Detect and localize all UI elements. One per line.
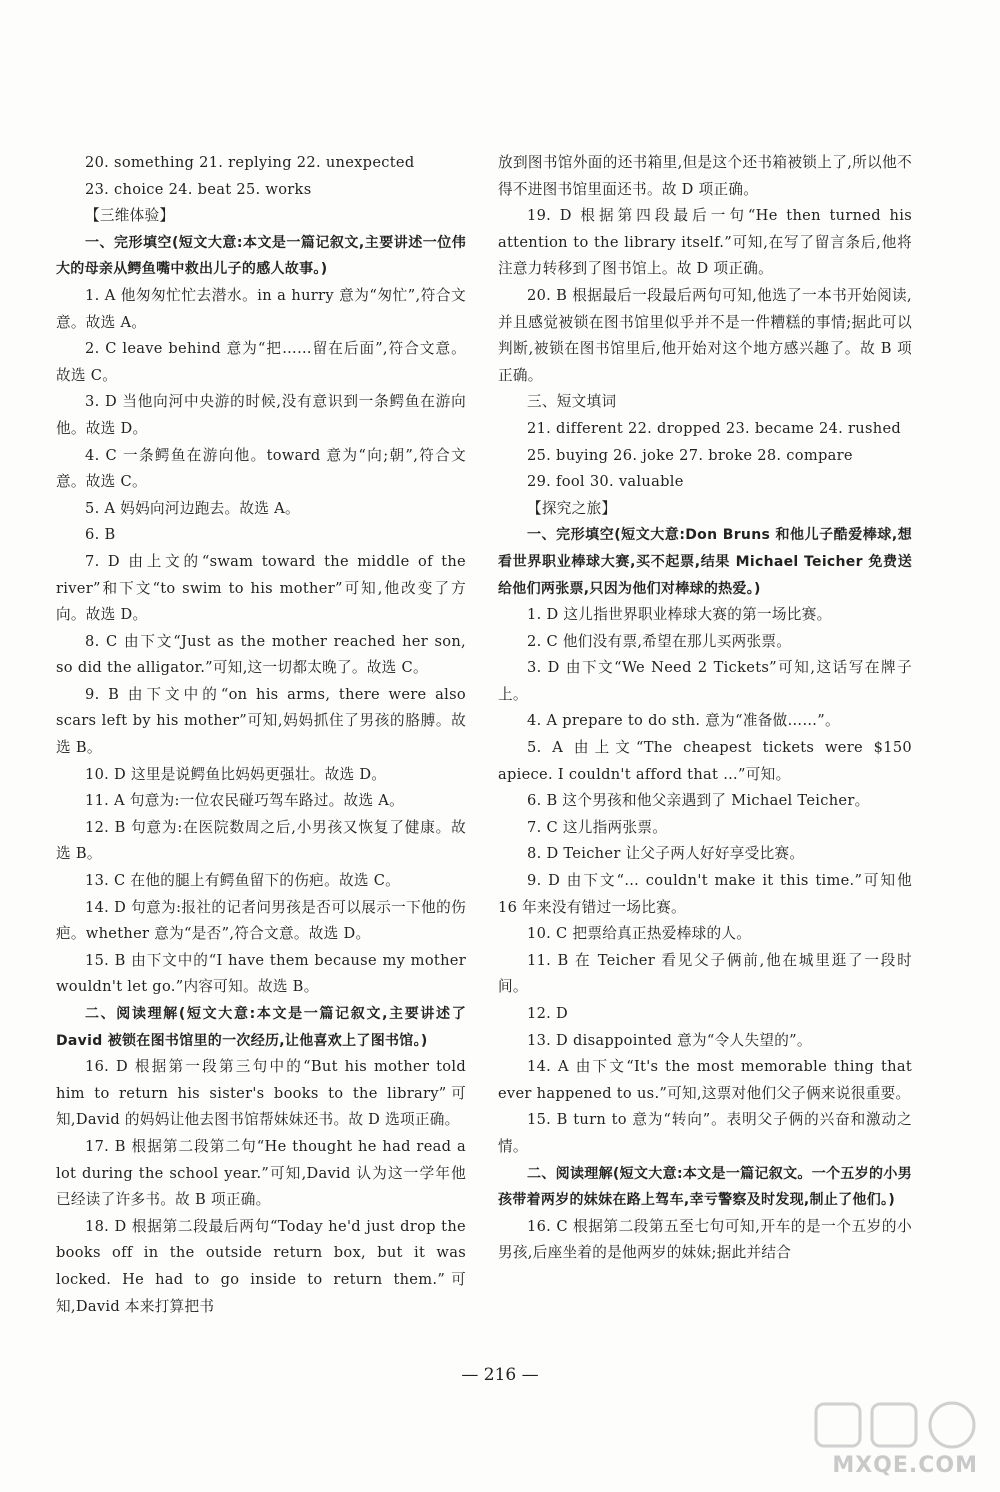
answer-paragraph: 三、短文填词 bbox=[527, 393, 617, 411]
page-number: — 216 — bbox=[461, 1365, 539, 1385]
answer-paragraph: 15. B turn to 意为“转向”。表明父子俩的兴奋和激动之情。 bbox=[498, 1111, 912, 1155]
answer-paragraph: 【三维体验】 bbox=[85, 207, 175, 225]
answer-paragraph: 放到图书馆外面的还书箱里,但是这个还书箱被锁上了,所以他不得不进图书馆里面还书。故 D 项正确。 bbox=[498, 154, 912, 198]
answer-paragraph: 1. D 这儿指世界职业棒球大赛的第一场比赛。 bbox=[527, 606, 832, 624]
answer-paragraph: 13. C 在他的腿上有鳄鱼留下的伤疤。故选 C。 bbox=[85, 872, 401, 890]
answer-paragraph: 13. D disappointed 意为“令人失望的”。 bbox=[527, 1031, 812, 1049]
answer-paragraph: 20. B 根据最后一段最后两句可知,他选了一本书开始阅读,并且感觉被锁在图书馆里似乎并不是一件糟糕的事情;据此可以判断,被锁在图书馆里后,他开始对这个地方感兴趣了。故 B 项正确。 bbox=[498, 286, 912, 384]
left-column bbox=[56, 150, 466, 1320]
answer-paragraph: 一、完形填空(短文大意:Don Bruns 和他儿子酷爱棒球,想看世界职业棒球大赛,买不起票,结果 Michael Teicher 免费送给他们两张票,只因为他们对棒球的热爱。) bbox=[498, 527, 912, 597]
answer-paragraph: 12. D bbox=[527, 1005, 569, 1022]
answer-paragraph: 6. B bbox=[85, 526, 116, 544]
right-column bbox=[498, 150, 912, 1267]
answer-paragraph: 25. buying 26. joke 27. broke 28. compare bbox=[527, 446, 853, 464]
answer-paragraph: 21. different 22. dropped 23. became 24. rushed bbox=[527, 419, 902, 437]
answer-paragraph: 3. D 由下文“We Need 2 Tickets”可知,这话写在牌子上。 bbox=[498, 659, 912, 703]
answer-paragraph: 7. D 由上文的“swam toward the middle of the river”和下文“to swim to his mother”可知,他改变了方向。故选 D。 bbox=[56, 552, 466, 624]
answer-paragraph: 3. D 当他向河中央游的时候,没有意识到一条鳄鱼在游向他。故选 D。 bbox=[56, 393, 466, 437]
answer-paragraph: 7. C 这儿指两张票。 bbox=[527, 818, 668, 836]
answer-paragraph: 2. C leave behind 意为“把……留在后面”,符合文意。故选 C。 bbox=[56, 340, 466, 384]
answer-paragraph: 11. A 句意为:一位农民碰巧驾车路过。故选 A。 bbox=[85, 792, 405, 810]
answer-paragraph: 6. B 这个男孩和他父亲遇到了 Michael Teicher。 bbox=[527, 792, 870, 810]
answer-paragraph: 14. A 由下文“It's the most memorable thing that ever happened to us.”可知,这票对他们父子俩来说很重要。 bbox=[498, 1058, 912, 1102]
answer-paragraph: 10. C 把票给真正热爱棒球的人。 bbox=[527, 925, 752, 943]
answer-paragraph: 16. D 根据第一段第三句中的“But his mother told him to return his sister's books to the library”可知,David 的妈妈让他去图书馆帮妹妹还书。故 D 选项正确。 bbox=[56, 1058, 466, 1129]
answer-paragraph: 20. something 21. replying 22. unexpected bbox=[85, 154, 415, 171]
answer-paragraph: 5. A 由上文“The cheapest tickets were $150 apiece. I couldn't afford that …”可知。 bbox=[498, 739, 912, 783]
watermark-text: MXQE.COM bbox=[832, 1453, 978, 1478]
answer-paragraph: 14. D 句意为:报社的记者问男孩是否可以展示一下他的伤疤。whether 意为“是否”,符合文意。故选 D。 bbox=[56, 898, 466, 943]
answer-paragraph: 8. D Teicher 让父子两人好好享受比赛。 bbox=[527, 845, 805, 863]
watermark bbox=[812, 1398, 982, 1478]
answer-paragraph: 16. C 根据第二段第五至七句可知,开车的是一个五岁的小男孩,后座坐着的是他两岁的妹妹;据此并结合 bbox=[498, 1217, 912, 1262]
answer-paragraph: 9. B 由下文中的“on his arms, there were also scars left by his mother”可知,妈妈抓住了男孩的胳膊。故选 B。 bbox=[56, 685, 466, 757]
answer-paragraph: 19. D 根据第四段最后一句“He then turned his attention to the library itself.”可知,在写了留言条后,他将注意力转移到了图书馆上。故 D 项正确。 bbox=[498, 207, 912, 278]
answer-paragraph: 29. fool 30. valuable bbox=[527, 473, 684, 491]
answer-paragraph: 17. B 根据第二段第二句“He thought he had read a lot during the school year.”可知,David 认为这一学年他已经读了许多书。故 B 项正确。 bbox=[56, 1137, 466, 1209]
answer-paragraph: 15. B 由下文中的“I have them because my mother wouldn't let go.”内容可知。故选 B。 bbox=[56, 951, 466, 996]
answer-paragraph: 10. D 这里是说鳄鱼比妈妈更强壮。故选 D。 bbox=[85, 765, 387, 783]
answer-paragraph: 11. B 在 Teicher 看见父子俩前,他在城里逛了一段时间。 bbox=[498, 951, 912, 996]
answer-paragraph: 4. A prepare to do sth. 意为“准备做……”。 bbox=[527, 712, 840, 730]
answer-paragraph: 9. D 由下文“… couldn't make it this time.”可知他 16 年来没有错过一场比赛。 bbox=[498, 872, 912, 916]
answer-paragraph: 4. C 一条鳄鱼在游向他。toward 意为“向;朝”,符合文意。故选 C。 bbox=[56, 446, 466, 491]
answer-paragraph: 5. A 妈妈向河边跑去。故选 A。 bbox=[85, 499, 300, 517]
answer-paragraph: 8. C 由下文“Just as the mother reached her son, so did the alligator.”可知,这一切都太晚了。故选 C。 bbox=[56, 632, 466, 677]
answer-paragraph: 12. B 句意为:在医院数周之后,小男孩又恢复了健康。故选 B。 bbox=[56, 818, 466, 863]
watermark-logo-icon bbox=[812, 1398, 982, 1452]
answer-paragraph: 2. C 他们没有票,希望在那儿买两张票。 bbox=[527, 632, 792, 650]
answer-paragraph: 【探究之旅】 bbox=[527, 499, 617, 517]
answer-paragraph: 1. A 他匆匆忙忙去潜水。in a hurry 意为“匆忙”,符合文意。故选 A。 bbox=[56, 286, 466, 331]
answer-paragraph: 23. choice 24. beat 25. works bbox=[85, 180, 312, 198]
answer-paragraph: 二、阅读理解(短文大意:本文是一篇记叙文,主要讲述了 David 被锁在图书馆里的一次经历,让他喜欢上了图书馆。) bbox=[56, 1006, 466, 1049]
answer-paragraph: 18. D 根据第二段最后两句“Today he'd just drop the books off in the outside return box, but it was locked. He had to go inside to return them.”可知,David 本来打算把书 bbox=[56, 1217, 466, 1315]
answer-paragraph: 二、阅读理解(短文大意:本文是一篇记叙文。一个五岁的小男孩带着两岁的妹妹在路上驾车,幸亏警察及时发现,制止了他们。) bbox=[498, 1165, 912, 1209]
answer-paragraph: 一、完形填空(短文大意:本文是一篇记叙文,主要讲述一位伟大的母亲从鳄鱼嘴中救出儿子的感人故事。) bbox=[56, 234, 466, 278]
